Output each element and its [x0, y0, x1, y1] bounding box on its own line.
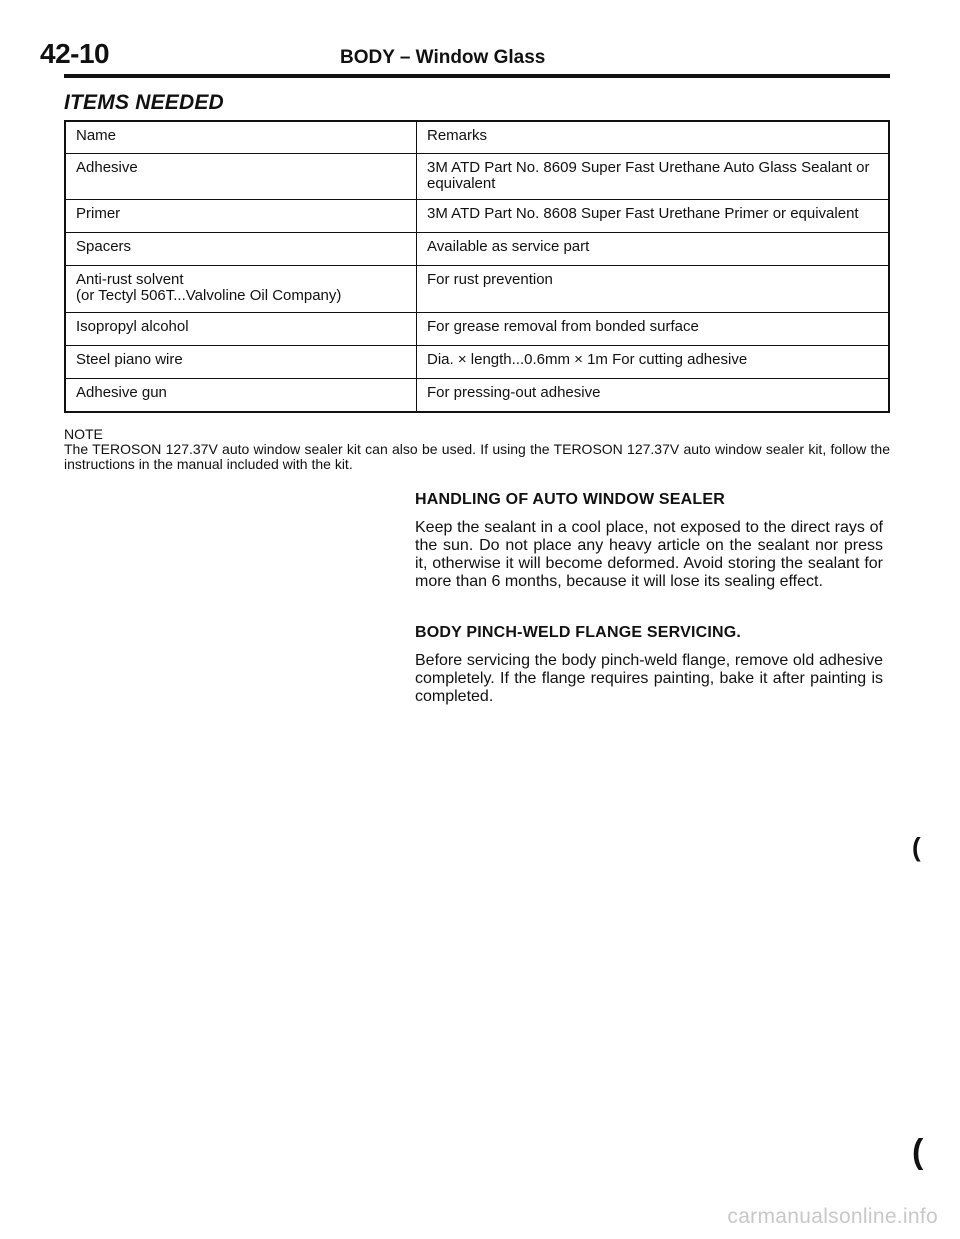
item-remarks: 3M ATD Part No. 8609 Super Fast Urethane Auto Glass Sealant or equivalent [417, 154, 890, 200]
handling-section [415, 491, 883, 591]
note-text: The TEROSON 127.37V auto window sealer kit can also be used. If using the TEROSON 127.37V auto window sealer kit, follow the instructions in the manual included with the kit. [64, 441, 890, 472]
item-name: Primer [65, 200, 417, 233]
table-header-row [65, 121, 889, 154]
column-header-remarks: Remarks [417, 121, 890, 154]
table-row [65, 379, 889, 413]
table-row [65, 200, 889, 233]
note-label: NOTE [64, 426, 103, 442]
page-number: 42-10 [40, 38, 110, 69]
note [64, 427, 890, 472]
table-row [65, 266, 889, 313]
header-divider [64, 74, 890, 78]
table-row [65, 313, 889, 346]
scan-mark: ( [912, 1133, 924, 1171]
items-needed-heading: ITEMS NEEDED [64, 91, 224, 114]
item-name: Steel piano wire [65, 346, 417, 379]
column-header-name: Name [65, 121, 417, 154]
table-row [65, 233, 889, 266]
item-remarks: For grease removal from bonded surface [417, 313, 890, 346]
item-remarks: 3M ATD Part No. 8608 Super Fast Urethane Primer or equivalent [417, 200, 890, 233]
watermark: carmanualsonline.info [727, 1205, 938, 1228]
item-name: Spacers [65, 233, 417, 266]
item-name: Adhesive [65, 154, 417, 200]
table-row [65, 346, 889, 379]
item-remarks: For rust prevention [417, 266, 890, 313]
item-name: Isopropyl alcohol [65, 313, 417, 346]
handling-heading: HANDLING OF AUTO WINDOW SEALER [415, 491, 725, 508]
scan-mark: ( [912, 832, 921, 862]
flange-text: Before servicing the body pinch-weld flange, remove old adhesive completely. If the flange requires painting, bake it after painting is completed. [415, 652, 883, 705]
item-remarks: Available as service part [417, 233, 890, 266]
items-needed-table [64, 120, 890, 413]
item-remarks: For pressing-out adhesive [417, 379, 890, 413]
item-remarks: Dia. × length...0.6mm × 1m For cutting adhesive [417, 346, 890, 379]
table-row [65, 154, 889, 200]
flange-section [415, 624, 883, 706]
flange-heading: BODY PINCH-WELD FLANGE SERVICING. [415, 624, 742, 641]
handling-text: Keep the sealant in a cool place, not exposed to the direct rays of the sun. Do not place any heavy article on the sealant nor press it, otherwise it will become deformed. Avoid storing the sealant for more than 6 months, because it will lose its sealing effect. [415, 519, 883, 590]
item-name: Adhesive gun [65, 379, 417, 413]
item-name: Anti-rust solvent (or Tectyl 506T...Valvoline Oil Company) [65, 266, 417, 313]
page-title: BODY – Window Glass [340, 47, 546, 68]
